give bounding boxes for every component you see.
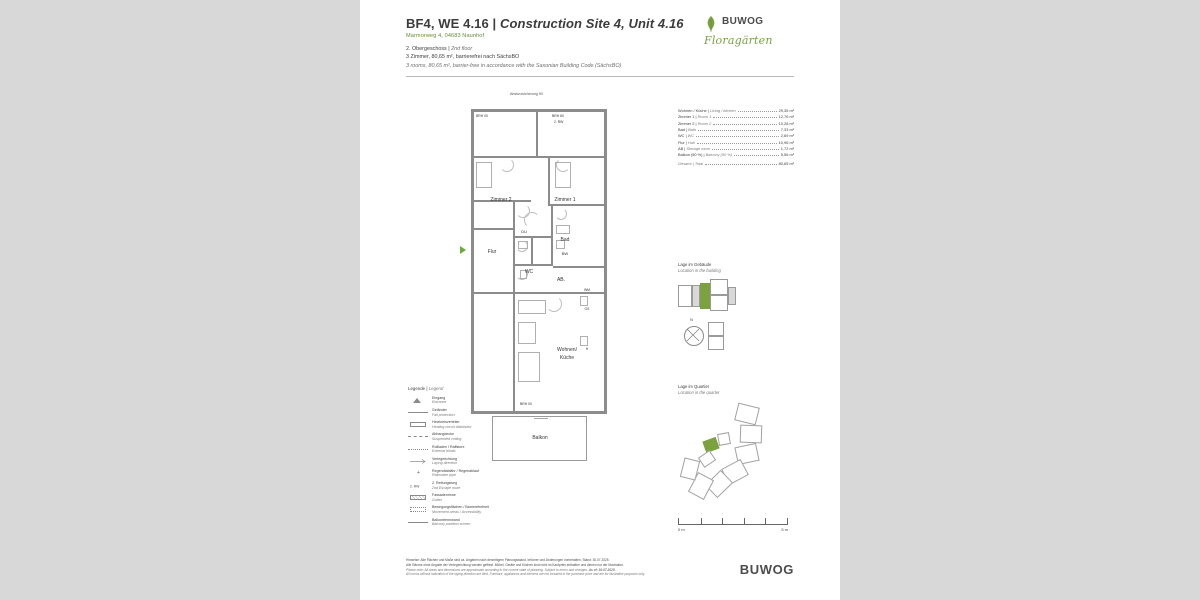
door-arc-5: [555, 208, 567, 220]
quarter-block-2: [740, 425, 763, 444]
furniture-shower: [518, 241, 528, 249]
area-dots: [738, 111, 777, 112]
legend-item-label: Regendtablähr / Regenablauf Rainwater pipe: [432, 468, 479, 478]
legend-title: Legende | Legend: [408, 386, 444, 391]
area-name: Zimmer 1 | Room 1: [678, 114, 712, 120]
legend-item-label: 2. Rettungsweg 2nd Escape route: [432, 481, 461, 490]
area-schedule: [678, 108, 794, 167]
furniture-bed-2: [555, 162, 571, 188]
furniture-dining-table: [518, 322, 536, 344]
brh-label-left-top: BRH 00: [476, 114, 488, 118]
legend-item-label: Rollladen / Raffstore External blinds: [432, 444, 465, 454]
location-in-building: [678, 262, 794, 322]
wall-h-8: [553, 266, 607, 268]
brh-label-bottom: BRH 00: [520, 402, 532, 406]
wall-v-3: [513, 200, 515, 292]
area-name: Zimmer 2 | Room 2: [678, 120, 712, 126]
brh-label-right-top-2: 2. RW: [554, 120, 564, 124]
brand-logo: [704, 16, 794, 47]
line-solid-icon: [408, 409, 428, 416]
minimap-block-b: [692, 285, 700, 307]
scale-labels: [678, 527, 788, 535]
legend-item: [408, 457, 528, 466]
legend-item: [408, 408, 528, 417]
room-label-du: DU: [521, 229, 527, 234]
footer-logo: BUWOG: [739, 562, 794, 577]
scale-tick-1: [701, 518, 702, 524]
area-value: 10,96 m²: [778, 139, 794, 145]
legend-item: [408, 493, 528, 502]
legend-item: [408, 518, 528, 527]
area-dots: [712, 149, 779, 150]
area-total-name: Gesamt | Total: [678, 160, 704, 166]
area-dots: [713, 124, 776, 125]
room-label-wohnen: Wohnen/: [557, 347, 577, 353]
scale-tick-3: [744, 518, 745, 524]
scale-label-end: 5 m: [781, 527, 788, 532]
hatch-icon: [408, 494, 428, 501]
line-dash-icon: [408, 446, 428, 453]
furniture-appliance-h: [580, 336, 588, 346]
escape-route-icon: [408, 482, 428, 489]
scale-tick-2: [722, 518, 723, 524]
minimap-block-a: [678, 285, 692, 307]
title-separator: |: [488, 16, 501, 31]
area-dots: [697, 143, 777, 144]
compass-rose: [678, 316, 748, 356]
plus-icon: +: [417, 469, 420, 476]
area-name: Flur | Hall: [678, 139, 695, 145]
wall-h-1: [471, 156, 607, 158]
svg-text:2. RW: 2. RW: [410, 484, 420, 489]
compass-block-a: [708, 322, 724, 336]
legend-item: [408, 505, 528, 514]
area-dots: [698, 130, 779, 131]
address-line: Marmorweg 4, 04683 Naunhof: [406, 33, 485, 39]
furniture-kitchen-counter: [518, 300, 546, 314]
header-divider: [406, 76, 794, 77]
furniture-appliance-gs: [580, 296, 588, 306]
wall-h-4: [548, 204, 607, 206]
building-minimap: [678, 279, 748, 315]
minimap-block-highlight: [700, 283, 710, 309]
dashed-dotted-icon: [408, 433, 428, 440]
quarter-block-highlight: [702, 437, 719, 453]
line-thick-icon: [408, 519, 428, 526]
area-value: 5,56 m²: [780, 152, 794, 158]
wall-v-5: [531, 236, 533, 266]
legend-item-label: Heizkreisverteiler Heating circuit distributor: [432, 420, 472, 429]
arrow-icon-svg: [408, 458, 428, 465]
quarter-block-9: [698, 450, 716, 468]
area-value: 10,28 m²: [778, 120, 794, 126]
location-building-title: Lage im Gebäude Location in the building: [678, 262, 721, 273]
legend-item: [408, 396, 528, 405]
wall-h-6: [513, 264, 553, 266]
scale-bar: [678, 518, 788, 535]
legend-item-label: Geländer Fall protection: [432, 408, 455, 417]
quarter-block-1: [734, 403, 760, 426]
door-arc-2: [524, 212, 540, 228]
compass-north-label: N: [690, 317, 693, 322]
scale-bar-line: [678, 518, 788, 525]
room-label-balkon: Balkon: [532, 435, 548, 441]
minimap-block-c: [710, 279, 728, 295]
scale-label-start: 0 m: [678, 527, 685, 532]
wall-h-9: [471, 292, 515, 294]
footer-disclaimer: [406, 558, 696, 577]
quarter-block-8: [717, 432, 731, 446]
room-label-kueche: Küche: [559, 355, 575, 361]
room-label-bw: BW: [561, 251, 569, 256]
room-label-gs: GS: [584, 307, 590, 311]
legend-item: [408, 445, 528, 454]
location-quarter-title: Lage im Quartier Location in the quarter: [678, 384, 720, 395]
wall-h-5: [513, 236, 553, 238]
legend-item: [408, 420, 528, 429]
plan-note-absturzsicherung: Absturzsicherung 90: [510, 92, 543, 96]
box-icon: [408, 421, 428, 428]
legend: [408, 386, 528, 530]
area-row: [678, 152, 794, 158]
wall-h-3: [471, 228, 515, 230]
legend-item: [408, 469, 528, 478]
footer-line-2: Alle Räume ohne Angabe der Verlegerichtung werden gefliest. Möbel, Geräte und Küchen sind nicht im Kaufpreis enthalten und dienen nur der Illustration.: [406, 562, 624, 567]
location-in-quarter: [678, 384, 794, 523]
area-name: Balkon (50 %) | Balcony (50 %): [678, 152, 733, 158]
legend-item-label: Bewegungsflächen / Barrierefreiheit Movement areas / Accessibility: [432, 505, 489, 514]
area-total-value: 80,65 m²: [778, 160, 794, 166]
area-name: Wohnen / Küche | Living / kitchen: [678, 108, 736, 113]
logo-wordmark: BUWOG: [722, 16, 764, 27]
floorplan-sheet: [360, 0, 840, 600]
area-value: 1,72 m²: [780, 145, 794, 151]
furniture-sofa: [518, 352, 540, 382]
furniture-bath-tub: [556, 225, 570, 234]
room-label-wm: WM: [583, 288, 591, 292]
legend-item-label: Abhangdecke Suspended ceiling: [432, 432, 462, 441]
footer-line-1: Hinweise: Alle Flächen und Maße sind ca. Angaben nach derzeitigem Planungsstand. Irrtümer und Änderungen vorbehalten, Stand: 30.07.2025.: [406, 558, 610, 562]
room-label-h: H: [585, 347, 589, 351]
door-arc-8: [546, 296, 562, 312]
area-dots: [696, 136, 779, 137]
entrance-marker-icon: [460, 246, 466, 254]
legend-item-label: Verlegerichtung Laying direction: [432, 456, 458, 466]
floor-de: 2. Obergeschoss |: [406, 46, 450, 52]
escape-route-icon-svg: [408, 482, 428, 489]
wall-v-1: [536, 109, 538, 158]
quarter-sitemap: [678, 403, 788, 523]
room-label-bad: Bad: [560, 237, 570, 243]
brh-label-right-top: BRH 80: [552, 114, 564, 118]
area-value: 12,76 m²: [778, 114, 794, 120]
floor-en: 2nd floor: [451, 46, 473, 52]
rooms-de: 3 Zimmer, 80,65 m², barrierefrei nach SächsBO: [406, 54, 520, 61]
area-name: WC | WC: [678, 133, 695, 139]
footer-line-4: All rooms without indication of the laying direction are tiled. Furniture, appliances and kitchens are not included in the purchase price and are for illustrative purposes only.: [406, 572, 645, 577]
scale-tick-4: [765, 518, 766, 524]
leaf-icon: [704, 16, 718, 32]
legend-item-label: Balkontrennwand Balcony partition screen: [432, 517, 471, 527]
area-row-total: [678, 161, 794, 167]
compass-needle-icon: [684, 326, 702, 344]
wall-v-4: [551, 204, 553, 266]
compass-block-b: [708, 336, 724, 350]
legend-item: [408, 481, 528, 490]
furniture-bed-1: [476, 162, 492, 188]
arrow-icon: [408, 458, 428, 465]
area-value: 2,69 m²: [780, 133, 794, 139]
title-en: Construction Site 4, Unit 4.16: [500, 16, 684, 31]
room-label-ab: AB.: [556, 277, 566, 283]
minimap-block-e: [728, 287, 736, 305]
triangle-icon: [408, 397, 428, 404]
balcony-detail-line: [534, 418, 548, 419]
door-arc-6: [500, 158, 514, 172]
area-dots: [705, 164, 777, 165]
area-value: 7,33 m²: [780, 126, 794, 132]
area-dots: [713, 117, 776, 118]
area-name: AB | Storage room: [678, 145, 710, 151]
room-label-wc: WC: [524, 269, 534, 275]
unit-description: [406, 45, 794, 70]
dotted-box-icon: [408, 506, 428, 513]
footer-line-3: Please note: All areas and dimensions are approximate according to the current state of planning. Subject to errors and changes. As of: 30.07.2025.: [406, 567, 616, 572]
legend-item-label: Eingang Entrance: [432, 396, 447, 405]
legend-item-label: Fassadenrinne Gutter: [432, 493, 456, 502]
minimap-block-d: [710, 295, 728, 311]
rooms-en: 3 rooms, 80,65 m², barrier-free in accordance with the Saxonian Building Code (SächsBO): [406, 62, 622, 69]
room-label-zimmer2: Zimmer 2: [490, 197, 512, 203]
area-dots: [734, 155, 779, 156]
room-label-zimmer1: Zimmer 1: [554, 197, 576, 203]
logo-script: Floragärten: [704, 34, 773, 47]
room-label-flur: Flur: [487, 249, 497, 255]
area-value: 29,35 m²: [778, 108, 794, 113]
legend-item: [408, 432, 528, 441]
wall-v-2: [548, 156, 550, 204]
title-de: BF4, WE 4.16: [406, 16, 489, 31]
area-name: Bad | Bath: [678, 126, 697, 132]
